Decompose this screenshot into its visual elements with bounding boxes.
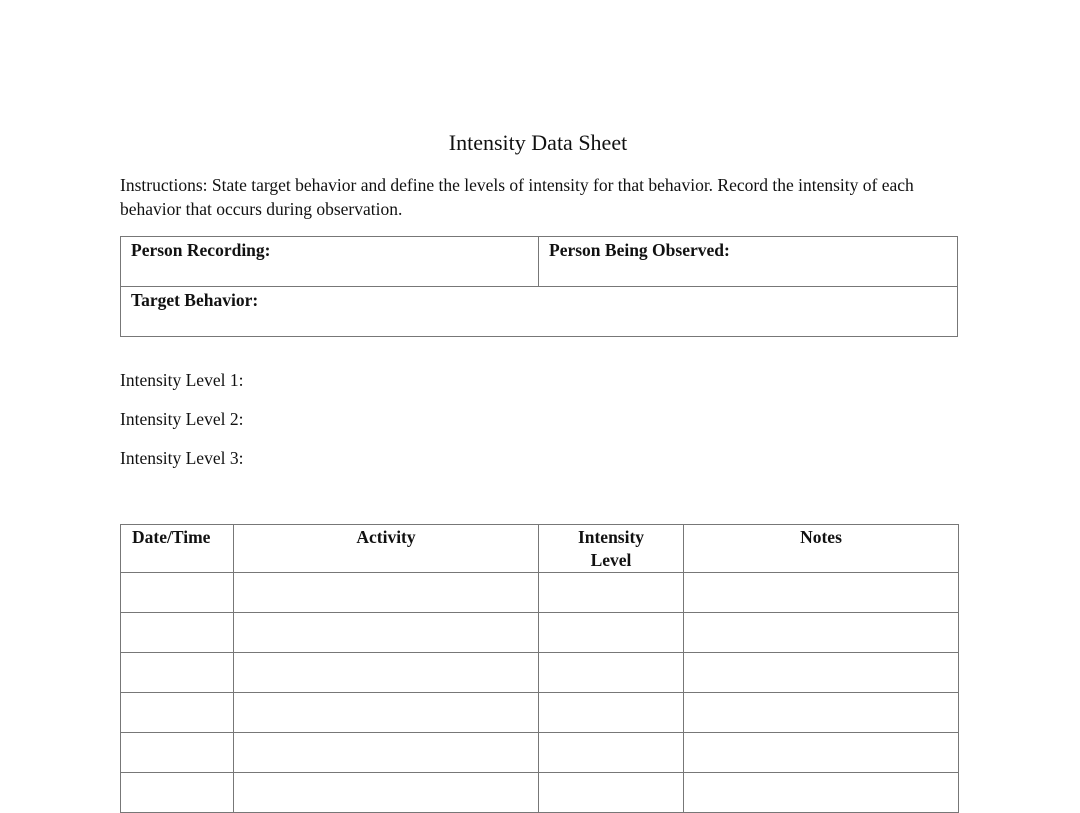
table-row [121, 573, 959, 613]
intensity-level-1-label: Intensity Level 1: [120, 370, 244, 390]
activity-cell[interactable] [234, 613, 539, 653]
date-time-cell[interactable] [121, 693, 234, 733]
intensity-level-cell[interactable] [539, 653, 684, 693]
intensity-level-2-label: Intensity Level 2: [120, 409, 244, 429]
table-row [121, 773, 959, 813]
intensity-level-3-label: Intensity Level 3: [120, 448, 244, 468]
intensity-level-cell[interactable] [539, 693, 684, 733]
table-header-row [121, 525, 959, 573]
activity-cell[interactable] [234, 653, 539, 693]
observation-info-table [120, 236, 958, 337]
table-row [121, 653, 959, 693]
intensity-level-header-text: Intensity Level [577, 527, 645, 570]
date-time-cell[interactable] [121, 733, 234, 773]
person-observed-field[interactable] [539, 237, 958, 287]
person-recording-label: Person Recording: [131, 240, 271, 260]
intensity-level-cell[interactable] [539, 773, 684, 813]
person-observed-label: Person Being Observed: [549, 240, 730, 260]
intensity-level-cell[interactable] [539, 613, 684, 653]
intensity-log-table [120, 524, 959, 813]
target-behavior-field[interactable] [121, 287, 958, 337]
intensity-level-cell[interactable] [539, 733, 684, 773]
notes-cell[interactable] [684, 573, 959, 613]
date-time-cell[interactable] [121, 613, 234, 653]
date-time-cell[interactable] [121, 573, 234, 613]
activity-cell[interactable] [234, 693, 539, 733]
info-row [121, 237, 958, 287]
date-time-cell[interactable] [121, 773, 234, 813]
activity-cell[interactable] [234, 733, 539, 773]
column-header-intensity-level [539, 525, 684, 573]
column-header-notes: Notes [684, 525, 959, 573]
activity-cell[interactable] [234, 573, 539, 613]
activity-cell[interactable] [234, 773, 539, 813]
page-title: Intensity Data Sheet [448, 130, 628, 155]
table-row [121, 693, 959, 733]
table-row [121, 613, 959, 653]
notes-cell[interactable] [684, 653, 959, 693]
date-time-cell[interactable] [121, 653, 234, 693]
column-header-date-time: Date/Time [121, 525, 234, 573]
instructions-text: Instructions: State target behavior and define the levels of intensity for that behavior. Record the intensity of each behavior that occurs during observation. [120, 175, 914, 219]
info-row [121, 287, 958, 337]
notes-cell[interactable] [684, 613, 959, 653]
person-recording-field[interactable] [121, 237, 539, 287]
notes-cell[interactable] [684, 693, 959, 733]
notes-cell[interactable] [684, 773, 959, 813]
target-behavior-label: Target Behavior: [131, 290, 259, 310]
column-header-activity: Activity [234, 525, 539, 573]
table-row [121, 733, 959, 773]
notes-cell[interactable] [684, 733, 959, 773]
intensity-level-cell[interactable] [539, 573, 684, 613]
